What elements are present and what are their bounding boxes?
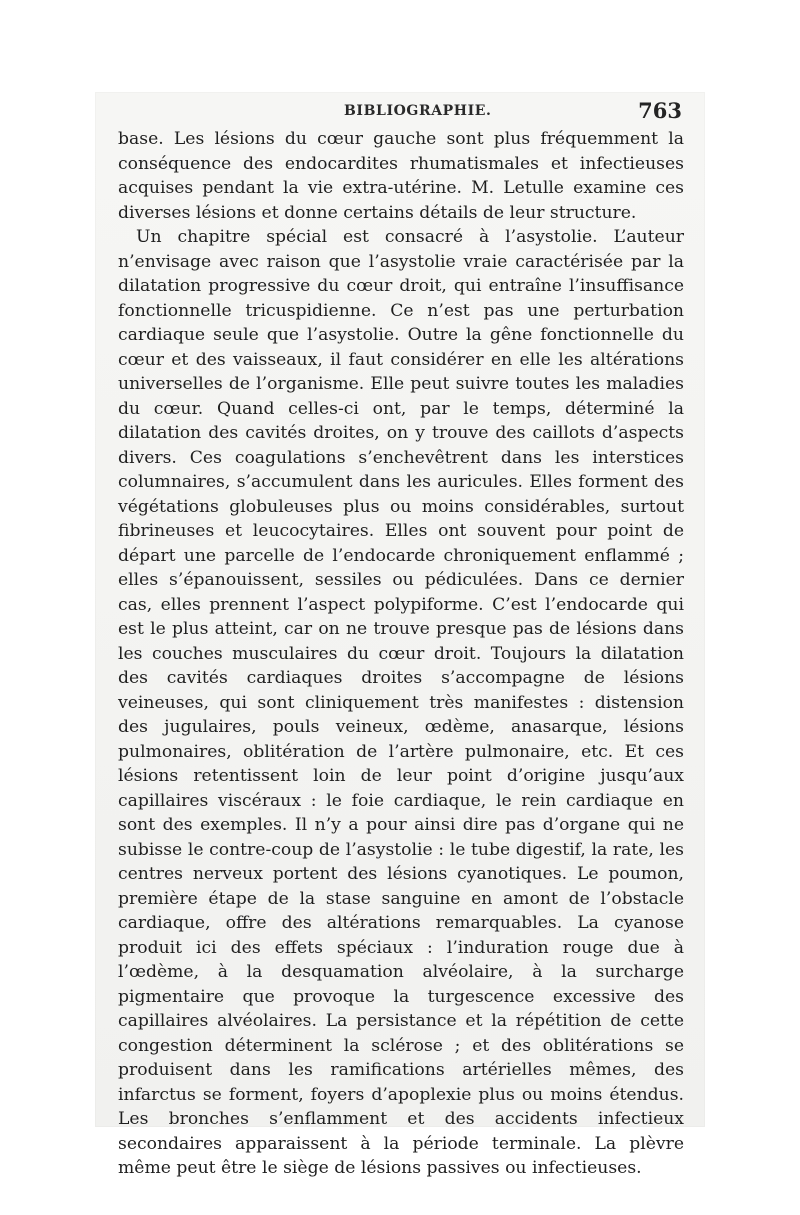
page-number: 763 <box>638 98 682 123</box>
paragraph-structure-summary: base. Les lésions du cœur gauche sont plus fréquemment la conséquence des endocardites rhumatismales et infectieuses acquises pendant la vie extra-utérine. M. Letulle examine ces diverses lésions et donne certains détails de leur structure. <box>118 129 684 223</box>
page-header <box>118 98 690 126</box>
paragraph-asystolie: Un chapitre spécial est consacré à l’asystolie. L’auteur n’envisage avec raison que l’asystolie vraie caractérisée par la dilatation progressive du cœur droit, qui entraîne l’insuffisance fonctionnelle tricuspidienne. Ce n’est pas une perturbation cardiaque seule que l’asystolie. Outre la gêne fonctionnelle du cœur et des vaisseaux, il faut considérer en elle les altérations universelles de l’organisme. Elle peut suivre toutes les maladies du cœur. Quand celles-ci ont, par le temps, déterminé la dilatation des cavités droites, on y trouve des caillots d’aspects divers. Ces coagulations s’enchevêtrent dans les interstices columnaires, s’accumulent dans les auricules. Elles forment des végétations globuleuses plus ou moins considérables, surtout fibrineuses et leucocytaires. Elles ont souvent pour point de départ une parcelle de l’endocarde chroniquement enflammé ; elles s’épanouissent, sessiles ou pédiculées. Dans ce dernier cas, elles prennent l’aspect polypiforme. C’est l’endocarde qui est le plus atteint, car on ne trouve presque pas de lésions dans les couches musculaires du cœur droit. Toujours la dilatation des cavités cardiaques droites s’accompagne de lésions veineuses, qui sont cliniquement très manifestes : distension des jugulaires, pouls veineux, œdème, anasarque, lésions pulmonaires, oblitération de l’artère pulmonaire, etc. Et ces lésions retentissent loin de leur point d’origine jusqu’aux capillaires viscéraux : le foie cardiaque, le rein cardiaque en sont des exemples. Il n’y a pour ainsi dire pas d’organe qui ne subisse le contre-coup de l’asystolie : le tube digestif, la rate, les centres nerveux portent des lésions cyanotiques. Le poumon, première étape de la stase sanguine en amont de l’obstacle cardiaque, offre des altérations remarquables. La cyanose produit ici des effets spéciaux : l’induration rouge due à l’œdème, à la desquamation alvéolaire, à la surcharge pigmentaire que provoque la turgescence excessive des capillaires alvéolaires. La persistance et la répétition de cette congestion déterminent la sclérose ; et des oblitérations se produisent dans les ramifications artérielles mêmes, des infarctus se forment, foyers d’apoplexie plus ou moins étendus. Les bronches s’enflamment et des accidents infectieux secondaires apparaissent à la période terminale. La plèvre même peut être le siège de lésions passives ou infectieuses. <box>118 227 684 1178</box>
running-head: BIBLIOGRAPHIE. <box>344 103 492 119</box>
body-text <box>118 127 684 1181</box>
